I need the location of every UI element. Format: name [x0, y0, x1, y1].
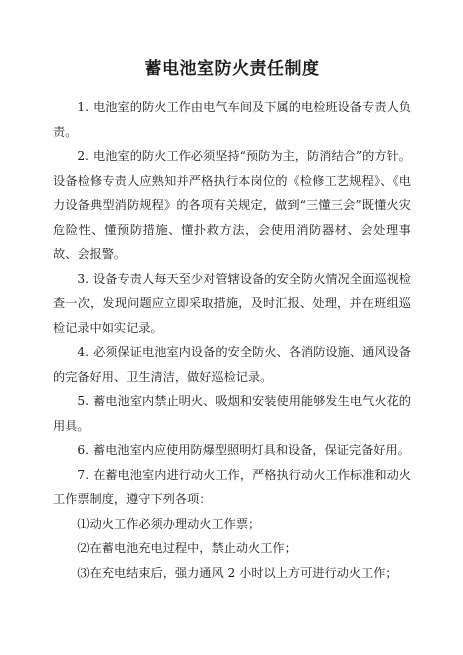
paragraph-number: 5.	[77, 394, 90, 408]
paragraph-5	[53, 389, 411, 438]
paragraph-6	[53, 438, 411, 463]
sub-item-2: ⑵在蓄电池充电过程中，禁止动火工作；	[77, 541, 297, 555]
sub-item-1: ⑴动火工作必须办理动火工作票；	[77, 516, 261, 531]
paragraph-1	[53, 95, 411, 144]
paragraph-number: 7.	[77, 467, 90, 482]
paragraph-number: 6.	[77, 443, 90, 457]
paragraph-text: 电池室的防火工作必须坚持“预防为主，防消结合”的方针。设备检修专责人应熟知并严格执行本岗位的《检修工艺规程》、《电力设备典型消防规程》的各项有关规定，做到“三懂三会”既懂火灾危险性、懂预防措施、懂扑救方法，会使用消防器材、会处理事故、会报警。	[53, 149, 411, 261]
document-title: 蓄电池室防火责任制度	[144, 59, 320, 79]
paragraph-number: 2.	[77, 149, 90, 163]
paragraph-text: 蓄电池室内应使用防爆型照明灯具和设备，保证完备好用。	[93, 443, 410, 457]
paragraph-3	[53, 267, 411, 341]
paragraph-text: 在蓄电池室内进行动火工作，严格执行动火工作标准和动火工作票制度，遵守下列各项：	[53, 467, 411, 506]
paragraph-number: 1.	[77, 100, 90, 114]
paragraph-2	[53, 144, 411, 267]
paragraph-text: 必须保证电池室内设备的安全防火、各消防设施、通风设备的完备好用、卫生清洁，做好巡检记录。	[53, 345, 411, 384]
sub-item-3: ⑶在充电结束后，强力通风 2 小时以上方可进行动火工作；	[77, 565, 398, 580]
paragraph-text: 电池室的防火工作由电气车间及下属的电检班设备专责人负责。	[53, 100, 411, 139]
paragraph-7	[53, 463, 411, 512]
paragraph-text: 蓄电池室内禁止明火、吸烟和安装使用能够发生电气火花的用具。	[53, 394, 411, 433]
paragraph-number: 3.	[77, 271, 90, 286]
paragraph-number: 4.	[77, 345, 90, 359]
paragraph-text: 设备专责人每天至少对管辖设备的安全防火情况全面巡视检查一次，发现问题应立即采取措施，及时汇报、处理，并在班组巡检记录中如实记录。	[53, 271, 411, 335]
paragraph-4	[53, 340, 411, 389]
